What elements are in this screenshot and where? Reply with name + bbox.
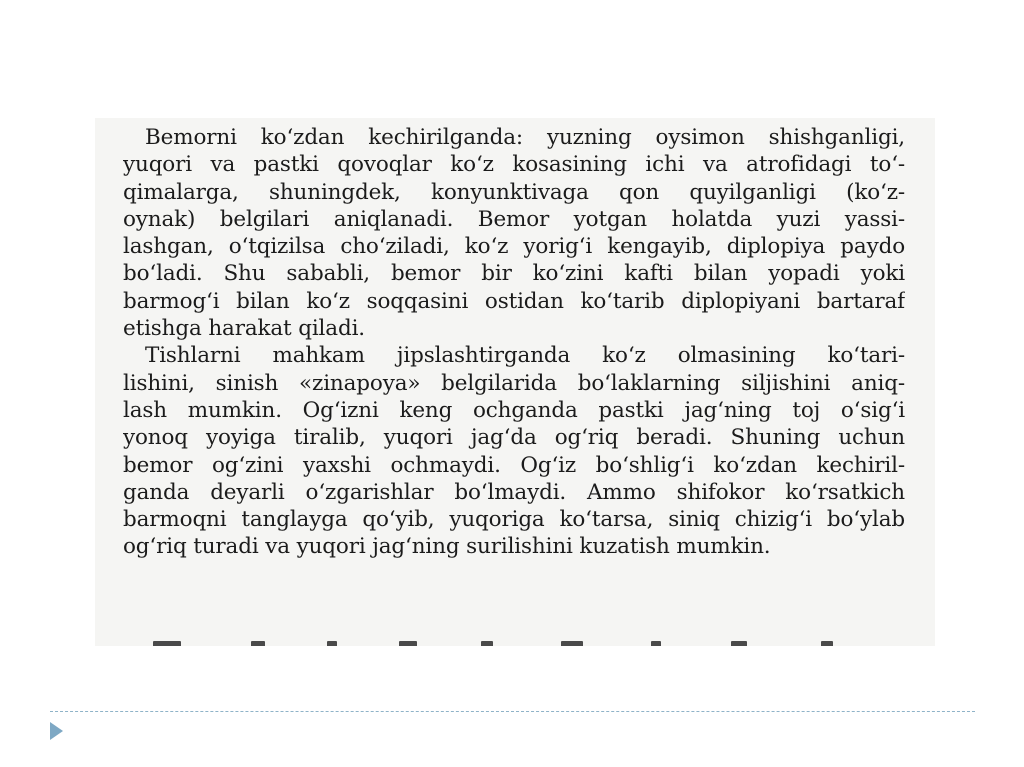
text-line: bo‘ladi. Shu sababli, bemor bir ko‘zini kafti bilan yopadi yoki	[123, 261, 905, 287]
cut-off-text-fragment	[131, 638, 891, 646]
text-line: oynak) belgilari aniqlanadi. Bemor yotgan holatda yuzi yassi-	[123, 206, 905, 232]
scanned-page	[95, 118, 935, 646]
paragraph-1	[123, 124, 905, 342]
text-line: yonoq yoyiga tiralib, yuqori jag‘da og‘riq beradi. Shuning uchun	[123, 425, 905, 451]
text-line: bemor og‘zini yaxshi ochmaydi. Og‘iz bo‘shlig‘i ko‘zdan kechiril-	[123, 452, 905, 478]
document-text	[123, 124, 905, 561]
text-line: qimalarga, shuningdek, konyunktivaga qon quyilganligi (ko‘z-	[123, 179, 905, 205]
triangle-right-icon	[50, 722, 63, 740]
footer-divider	[50, 711, 975, 712]
paragraph-2	[123, 342, 905, 560]
text-line: Tishlarni mahkam jipslashtirganda ko‘z olmasining ko‘tari-	[145, 343, 905, 369]
text-line: yuqori va pastki qovoqlar ko‘z kosasining ichi va atrofidagi to‘-	[123, 152, 905, 178]
text-line: lashgan, o‘tqizilsa cho‘ziladi, ko‘z yorig‘i kengayib, diplopiya paydo	[123, 234, 905, 260]
text-line: etishga harakat qiladi.	[123, 316, 365, 342]
text-line: lash mumkin. Og‘izni keng ochganda pastki jag‘ning toj o‘sig‘i	[123, 397, 905, 423]
text-line: barmog‘i bilan ko‘z soqqasini ostidan ko‘tarib diplopiyani bartaraf	[123, 288, 905, 314]
text-line: og‘riq turadi va yuqori jag‘ning surilishini kuzatish mumkin.	[123, 534, 771, 560]
text-line: Bemorni ko‘zdan kechirilganda: yuzning oysimon shishganligi,	[145, 125, 905, 150]
text-line: barmoqni tanglayga qo‘yib, yuqoriga ko‘tarsa, siniq chizig‘i bo‘ylab	[123, 507, 905, 533]
text-line: ganda deyarli o‘zgarishlar bo‘lmaydi. Ammo shifokor ko‘rsatkich	[123, 479, 905, 505]
text-line: lishini, sinish «zinapoya» belgilarida bo‘laklarning siljishini aniq-	[123, 370, 905, 396]
